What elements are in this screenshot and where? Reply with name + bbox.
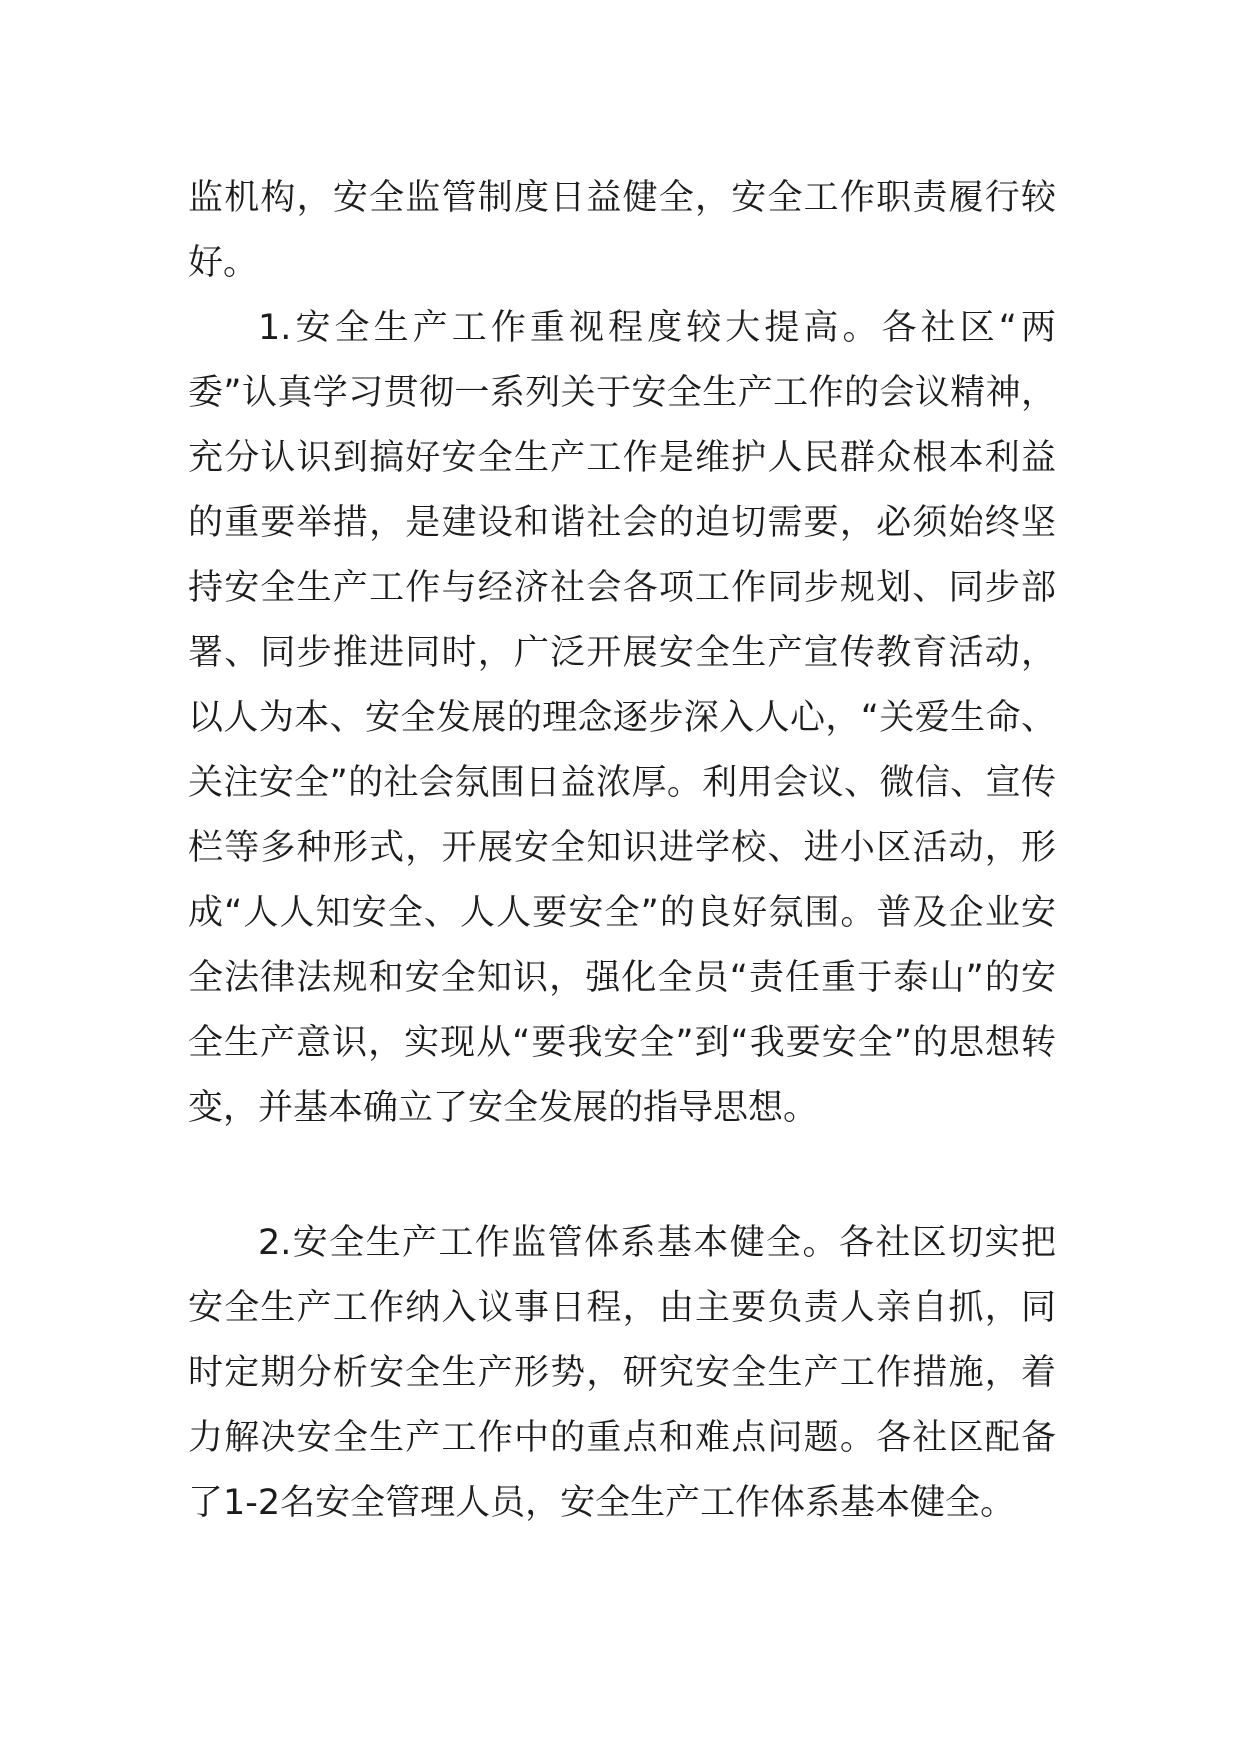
paragraph-safety-awareness: 1.安全生产工作重视程度较大提高。各社区“两委”认真学习贯彻一系列关于安全生产工作的会议精神，充分认识到搞好安全生产工作是维护人民群众根本利益的重要举措，是建设和谐社会的迫切需要，必须始终坚持安全生产工作与经济社会各项工作同步规划、同步部署、同步推进同时，广泛开展安全生产宣传教育活动，以人为本、安全发展的理念逐步深入人心，“关爱生命、关注安全”的社会氛围日益浓厚。利用会议、微信、宣传栏等多种形式，开展安全知识进学校、进小区活动，形成“人人知安全、人人要安全”的良好氛围。普及企业安全法律法规和安全知识，强化全员“责任重于泰山”的安全生产意识，实现从“要我安全”到“我要安全”的思想转变，并基本确立了安全发展的指导思想。 bbox=[188, 308, 1056, 1128]
continued-paragraph: 监机构，安全监管制度日益健全，安全工作职责履行较好。 bbox=[188, 178, 1056, 283]
paragraph-supervision-system: 2.安全生产工作监管体系基本健全。各社区切实把安全生产工作纳入议事日程，由主要负责人亲自抓，同时定期分析安全生产形势，研究安全生产工作措施，着力解决安全生产工作中的重点和难点问题。各社区配备了1-2名安全管理人员，安全生产工作体系基本健全。 bbox=[188, 1223, 1056, 1523]
